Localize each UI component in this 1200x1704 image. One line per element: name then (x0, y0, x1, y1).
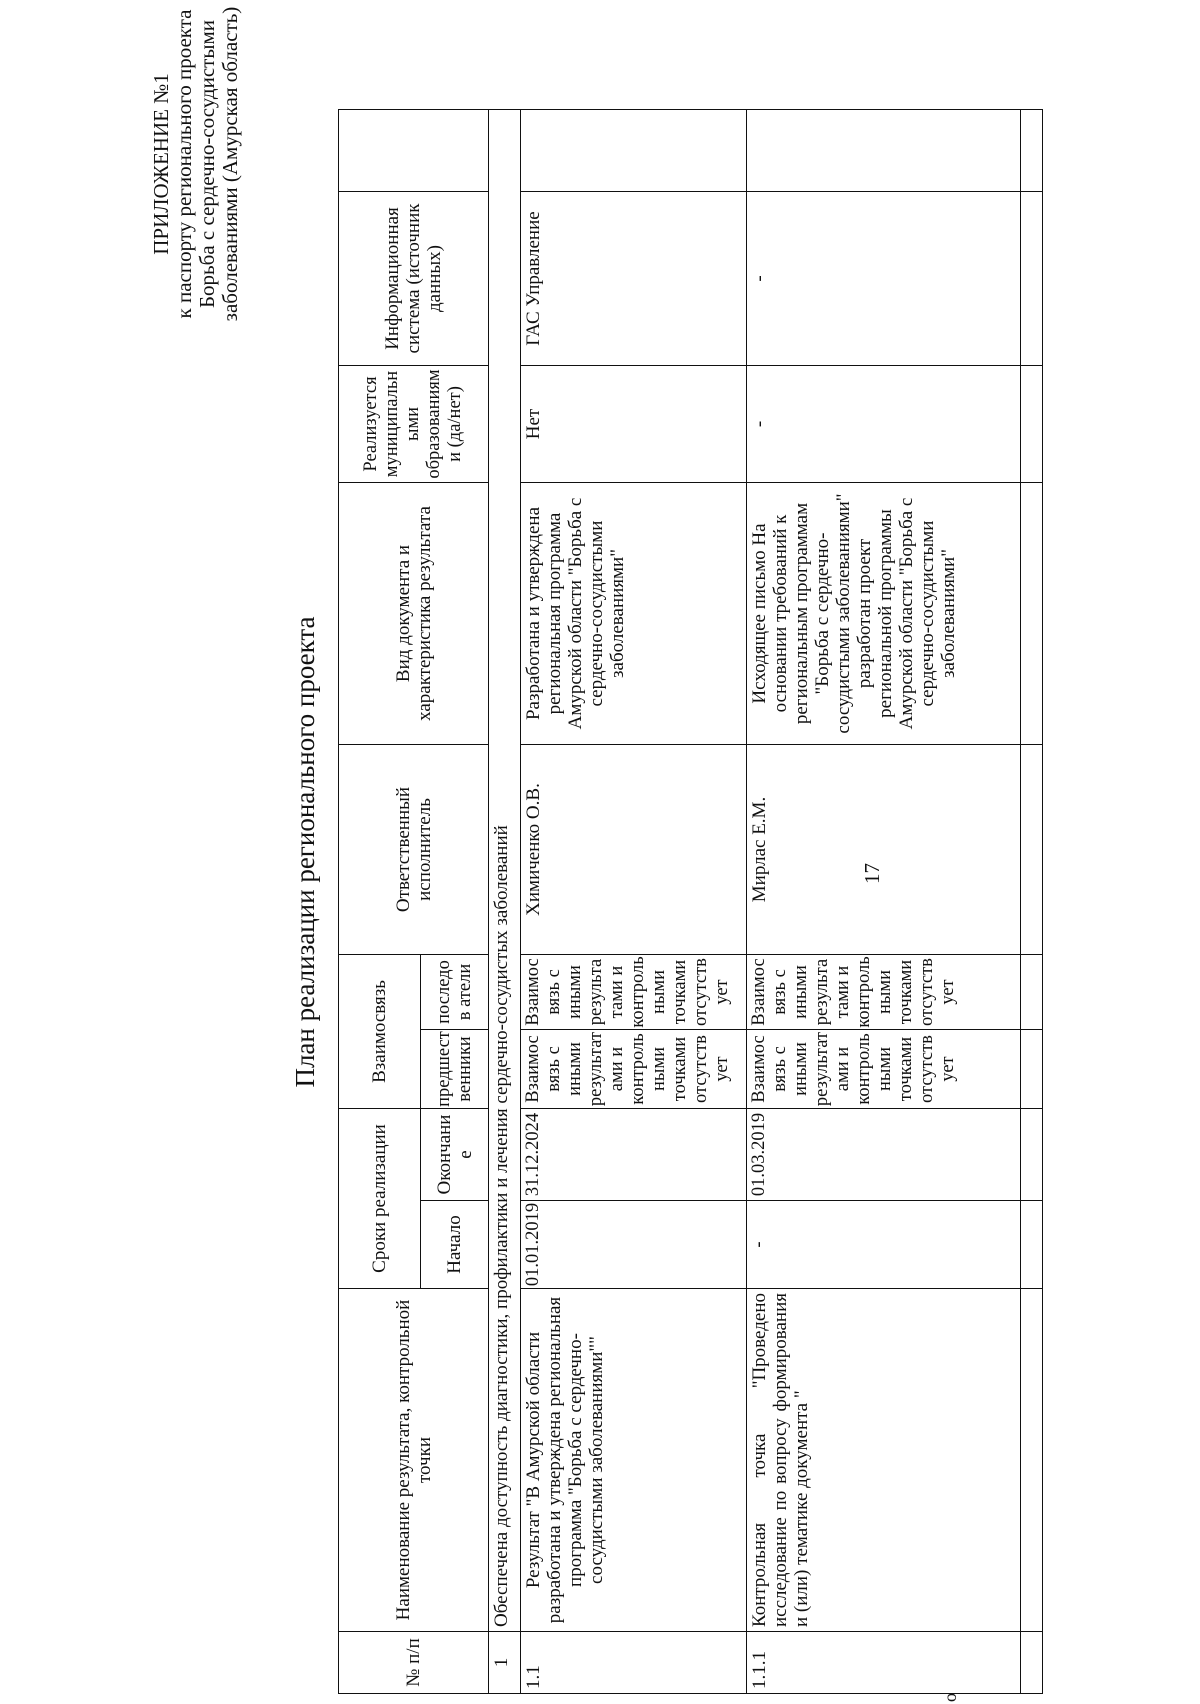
row-end: 31.12.2024 (521, 1109, 747, 1201)
header-row (339, 110, 421, 1694)
header-end: Окончание (421, 1109, 489, 1201)
row-num: 1.1.1 (747, 1632, 1021, 1694)
row-responsible: Химиченко О.В. (521, 745, 747, 955)
header-municipal: Реализуется муниципальными образованиями (да/нет) (339, 366, 489, 483)
row-info-system: - (747, 192, 1021, 366)
section-text: Обеспечена доступность диагностики, профилактики и лечения сердечно-сосудистых заболеваний (489, 110, 521, 1632)
corner-mark: о (940, 1693, 960, 1702)
header-followers: последов атели (421, 955, 489, 1030)
header-terms: Сроки реализации (339, 1109, 421, 1289)
appendix-line: заболеваниями (Амурская область) (218, 6, 242, 322)
header-responsible: Ответственный исполнитель (339, 745, 489, 955)
table-row (521, 110, 747, 1694)
empty-cell (1021, 192, 1043, 366)
row-name: Результат "В Амурской области разработана и утверждена региональная программа "Борьба с сердечно-сосудистыми заболеваниями"" (521, 1289, 747, 1632)
appendix-header (150, 4, 242, 324)
row-municipal: Нет (521, 366, 747, 483)
row-start: 01.01.2019 (521, 1201, 747, 1289)
header-info-system: Информационная система (источник данных) (339, 192, 489, 366)
row-followers: Взаимосвязь с иными результатами и контрольными точками отсутствует (521, 955, 747, 1030)
row-predecessors: Взаимосвязь с иными результатами и контрольными точками отсутствует (747, 1030, 1021, 1109)
row-name: Контрольная точка "Проведено исследование по вопросу формирования и (или) тематике документа " (747, 1289, 1021, 1632)
empty-cell (747, 110, 1021, 192)
row-start: - (747, 1201, 1021, 1289)
empty-cell (1021, 483, 1043, 745)
header-name: Наименование результата, контрольной точки (339, 1289, 489, 1632)
header-link: Взаимосвязь (339, 955, 421, 1109)
header-num: № п/п (339, 1632, 489, 1694)
appendix-line: Борьба с сердечно-сосудистыми (195, 20, 219, 308)
empty-cell (339, 110, 489, 192)
row-end: 01.03.2019 (747, 1109, 1021, 1201)
appendix-title: ПРИЛОЖЕНИЕ №1 (149, 73, 173, 255)
empty-cell (1021, 1201, 1043, 1289)
header-predecessors: предшест венники (421, 1030, 489, 1109)
row-doc-type: Исходящее письмо На основании требований к региональным программам "Борьба с сердечно-сосудистыми заболеваниями" разработан проект региональной программы Амурской области "Борьба с сердечно-сосудистыми заболеваниями" (747, 483, 1021, 745)
section-row (489, 110, 521, 1694)
row-num: 1.1 (521, 1632, 747, 1694)
empty-cell (1021, 1109, 1043, 1201)
row-info-system: ГАС Управление (521, 192, 747, 366)
document-title: План реализации регионального проекта (290, 616, 320, 1088)
page-number: 17 (860, 863, 884, 884)
table-row (747, 110, 1021, 1694)
empty-cell (1021, 955, 1043, 1030)
empty-cell (1021, 110, 1043, 192)
empty-cell (521, 110, 747, 192)
header-start: Начало (421, 1201, 489, 1289)
empty-cell (1021, 1289, 1043, 1632)
row-municipal: - (747, 366, 1021, 483)
empty-cell (1021, 745, 1043, 955)
empty-cell (1021, 1030, 1043, 1109)
empty-cell (1021, 366, 1043, 483)
row-doc-type: Разработана и утверждена региональная программа Амурской области "Борьба с сердечно-сосудистыми заболеваниями" (521, 483, 747, 745)
row-predecessors: Взаимосвязь с иными результатами и контрольными точками отсутствует (521, 1030, 747, 1109)
section-num: 1 (489, 1632, 521, 1694)
appendix-line: к паспорту регионального проекта (172, 9, 196, 319)
empty-cell (1021, 1632, 1043, 1694)
row-responsible: Мирлас Е.М. (747, 745, 1021, 955)
row-followers: Взаимосвязь с иными результатами и контрольными точками отсутствует (747, 955, 1021, 1030)
header-doc-type: Вид документа и характеристика результата (339, 483, 489, 745)
implementation-plan-table (338, 109, 1043, 1694)
table-row-empty (1021, 110, 1043, 1694)
